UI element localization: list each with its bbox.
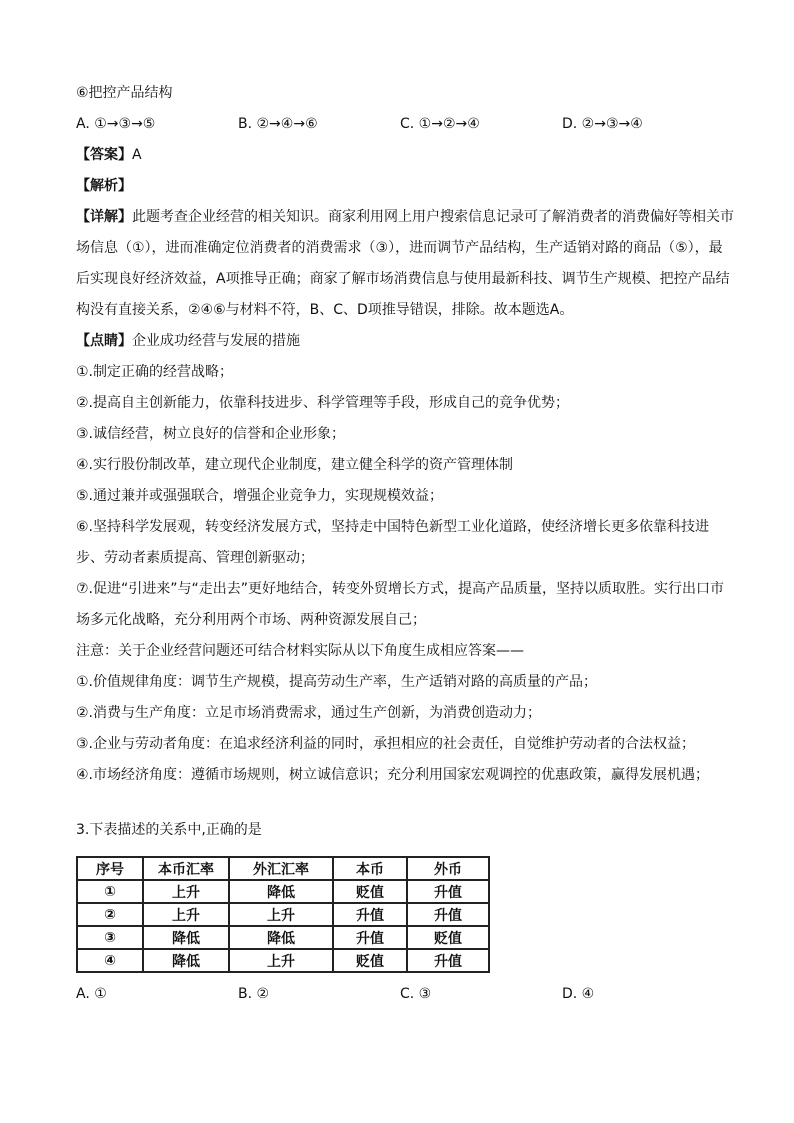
choice-d: D. ②→③→④ — [562, 116, 643, 132]
table-header-row — [77, 857, 489, 880]
detail-paragraph — [76, 202, 736, 326]
table-cell: 升值 — [333, 926, 407, 949]
tip-title: 企业成功经营与发展的措施 — [132, 333, 300, 349]
table-header: 外汇汇率 — [229, 857, 333, 880]
choice-a: A. ①→③→⑤ — [76, 116, 156, 132]
table-cell: 贬值 — [333, 880, 407, 903]
tip-line — [76, 326, 736, 357]
measure-4: ④.实行股份制改革，建立现代企业制度，建立健全科学的资产管理体制 — [76, 457, 513, 473]
answer-label: 【答案】 — [76, 147, 132, 163]
table-cell: ③ — [77, 926, 143, 949]
answer-line — [76, 140, 736, 171]
table-header: 本币 — [333, 857, 407, 880]
measure-2: ②.提高自主创新能力，依靠科技进步、科学管理等手段，形成自己的竞争优势； — [76, 395, 569, 411]
question-3-stem: 3.下表描述的关系中,正确的是 — [76, 822, 262, 838]
measure-1: ①.制定正确的经营战略； — [76, 364, 234, 380]
table-cell: 降低 — [229, 926, 333, 949]
note-4: ④.市场经济角度：遵循市场规则，树立诚信意识；充分利用国家宏观调控的优惠政策，赢得发展机遇； — [76, 767, 709, 783]
q2-choices — [76, 109, 736, 140]
measure-3: ③.诚信经营，树立良好的信誉和企业形象； — [76, 426, 345, 442]
choice-c: C. ①→②→④ — [400, 116, 480, 132]
tip-label: 【点睛】 — [76, 333, 132, 349]
note-1: ①.价值规律角度：调节生产规模，提高劳动生产率，生产适销对路的高质量的产品； — [76, 674, 597, 690]
table-cell: 升值 — [407, 949, 489, 972]
table-cell: ④ — [77, 949, 143, 972]
answer-value: A — [132, 147, 142, 163]
table-cell: 上升 — [229, 949, 333, 972]
exchange-rate-table — [76, 856, 490, 973]
q3-choices — [76, 979, 736, 1010]
table-row — [77, 880, 489, 903]
detail-text: 此题考查企业经营的相关知识。商家利用网上用户搜索信息记录可了解消费者的消费偏好等相关市场信息（①），进而准确定位消费者的消费需求（③），进而调节产品结构，生产适销对路的商品（⑤），最后实现良好经济效益，A项推导正确；商家了解市场消费信息与使用最新科技、调节生产规模、把控产品结构没有直接关系，②④⑥与材料不符，B、C、D项推导错误，排除。故本题选A。 — [76, 209, 734, 318]
measure-7: ⑦.促进“引进来”与“走出去”更好地结合，转变外贸增长方式，提高产品质量，坚持以质取胜。实行出口市场多元化战略，充分利用两个市场、两种资源发展自己； — [76, 581, 725, 628]
option-item-6: ⑥把控产品结构 — [76, 85, 173, 101]
choice-a: A. ① — [76, 986, 107, 1002]
table-cell: 贬值 — [333, 949, 407, 972]
table-cell: 升值 — [407, 903, 489, 926]
table-cell: 上升 — [143, 903, 229, 926]
table-cell: 升值 — [333, 903, 407, 926]
table-row — [77, 903, 489, 926]
choice-c: C. ③ — [400, 986, 432, 1002]
choice-b: B. ② — [238, 986, 270, 1002]
table-header: 外币 — [407, 857, 489, 880]
table-cell: ① — [77, 880, 143, 903]
table-cell: 降低 — [143, 926, 229, 949]
table-cell: 上升 — [143, 880, 229, 903]
table-row — [77, 949, 489, 972]
table-cell: 升值 — [407, 880, 489, 903]
analysis-label: 【解析】 — [76, 178, 132, 194]
table-header: 本币汇率 — [143, 857, 229, 880]
measure-5: ⑤.通过兼并或强强联合，增强企业竞争力，实现规模效益； — [76, 488, 443, 504]
table-cell: ② — [77, 903, 143, 926]
note-title: 注意：关于企业经营问题还可结合材料实际从以下角度生成相应答案—— — [76, 643, 524, 659]
measure-6: ⑥.坚持科学发展观，转变经济发展方式，坚持走中国特色新型工业化道路，使经济增长更多依靠科技进步、劳动者素质提高、管理创新驱动； — [76, 519, 709, 566]
detail-label: 【详解】 — [76, 209, 132, 225]
document-page — [76, 78, 736, 1010]
table-header: 序号 — [77, 857, 143, 880]
note-2: ②.消费与生产角度：立足市场消费需求，通过生产创新，为消费创造动力； — [76, 705, 541, 721]
table-row — [77, 926, 489, 949]
table-cell: 贬值 — [407, 926, 489, 949]
choice-d: D. ④ — [562, 986, 595, 1002]
choice-b: B. ②→④→⑥ — [238, 116, 318, 132]
table-cell: 降低 — [143, 949, 229, 972]
table-cell: 上升 — [229, 903, 333, 926]
note-3: ③.企业与劳动者角度：在追求经济利益的同时，承担相应的社会责任，自觉维护劳动者的合法权益； — [76, 736, 695, 752]
table-cell: 降低 — [229, 880, 333, 903]
